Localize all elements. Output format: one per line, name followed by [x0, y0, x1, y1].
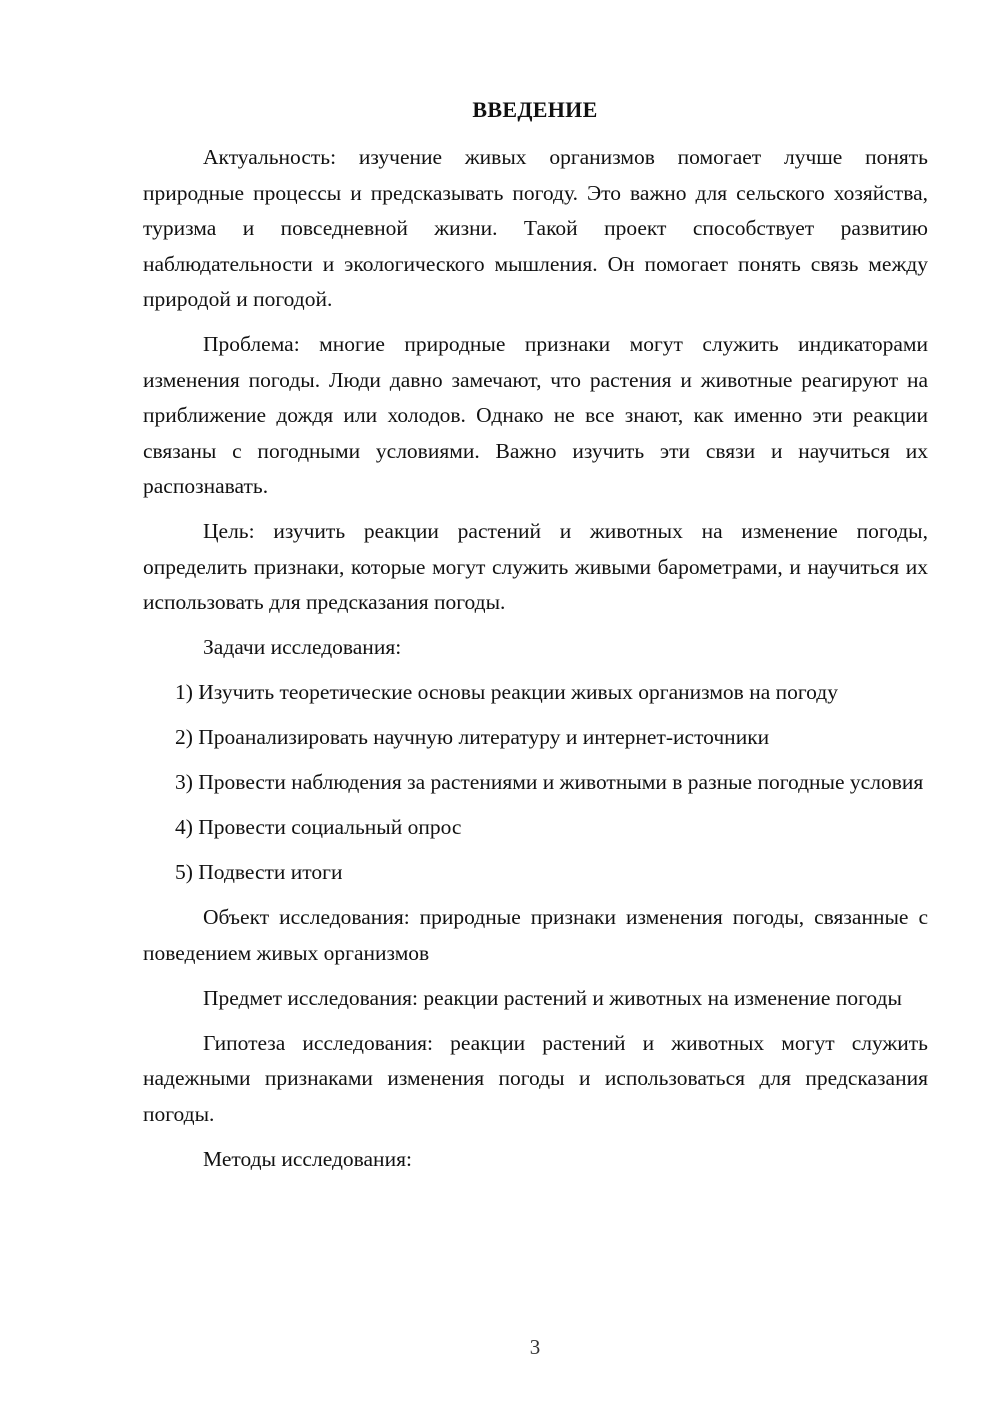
- task-item: 2) Проанализировать научную литературу и интернет-источники: [175, 725, 770, 749]
- task-item: 1) Изучить теоретические основы реакции живых организмов на погоду: [175, 680, 838, 704]
- paragraph-goal: Цель: изучить реакции растений и животных на изменение погоды, определить признаки, которые могут служить живыми барометрами, и научиться их использовать для предсказания погоды.: [143, 519, 928, 614]
- paragraph-relevance: Актуальность: изучение живых организмов помогает лучше понять природные процессы и предсказывать погоду. Это важно для сельского хозяйства, туризма и повседневной жизни. Такой проект способствует развитию наблюдательности и экологического мышления. Он помогает понять связь между природой и погодой.: [143, 145, 928, 311]
- methods-heading: Методы исследования:: [203, 1146, 412, 1171]
- tasks-heading: Задачи исследования:: [203, 635, 402, 659]
- paragraph-subject: Предмет исследования: реакции растений и животных на изменение погоды: [203, 985, 902, 1010]
- task-item: 4) Провести социальный опрос: [175, 815, 462, 839]
- section-title: ВВЕДЕНИЕ: [472, 97, 598, 122]
- paragraph-object: Объект исследования: природные признаки изменения погоды, связанные с поведением живых организмов: [143, 905, 928, 965]
- document-body: [143, 140, 928, 1187]
- paragraph-problem: Проблема: многие природные признаки могут служить индикаторами изменения погоды. Люди давно замечают, что растения и животные реагируют на приближение дождя или холодов. Однако не все знают, как именно эти реакции связаны с погодными условиями. Важно изучить эти связи и научиться их распознавать.: [143, 332, 928, 498]
- task-item: 5) Подвести итоги: [175, 860, 343, 884]
- paragraph-hypothesis: Гипотеза исследования: реакции растений и животных могут служить надежными признаками изменения погоды и использоваться для предсказания погоды.: [143, 1030, 928, 1126]
- page-number: 3: [529, 1335, 541, 1359]
- task-item: 3) Провести наблюдения за растениями и животными в разные погодные условия: [175, 770, 924, 794]
